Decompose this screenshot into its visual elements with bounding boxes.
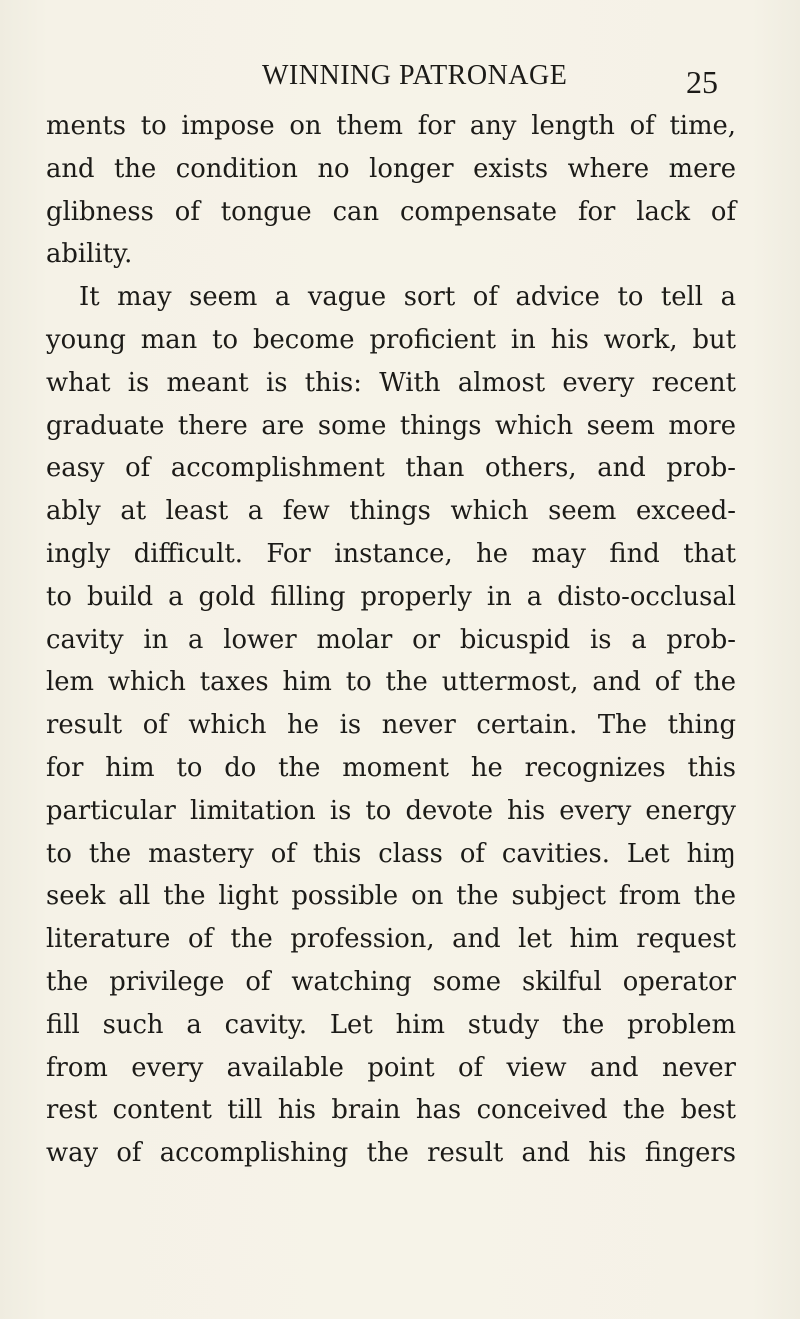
text-line: ably at least a few things which seem exceed-	[46, 496, 736, 527]
running-head	[0, 56, 800, 100]
text-line: and the condition no longer exists where mere	[46, 153, 736, 184]
text-line: to the mastery of this class of cavities. Let hiɱ	[46, 838, 736, 869]
text-line: easy of accomplishment than others, and prob-	[46, 453, 736, 484]
text-line: ability.	[46, 239, 133, 270]
text-line: to build a gold filling properly in a disto-occlusal	[46, 581, 736, 612]
text-line: way of accomplishing the result and his fingers	[46, 1138, 736, 1169]
running-title: WINNING PATRONAGE	[262, 60, 568, 91]
text-line: particular limitation is to devote his every energy	[46, 795, 736, 826]
text-line: seek all the light possible on the subject from the	[46, 881, 736, 912]
text-line: the privilege of watching some skilful operator	[46, 966, 736, 997]
body-text	[46, 105, 736, 1175]
text-line: what is meant is this: With almost every recent	[46, 367, 736, 398]
text-line: for him to do the moment he recognizes this	[46, 752, 736, 783]
text-line: ingly difficult. For instance, he may find that	[46, 538, 736, 569]
text-line: It may seem a vague sort of advice to tell a	[79, 282, 736, 313]
text-line: literature of the profession, and let him request	[46, 924, 736, 955]
text-line: cavity in a lower molar or bicuspid is a prob-	[46, 624, 736, 655]
text-line: graduate there are some things which seem more	[46, 410, 736, 441]
page-number: 25	[686, 64, 718, 100]
text-line: from every available point of view and never	[46, 1052, 736, 1083]
text-line: glibness of tongue can compensate for lack of	[46, 196, 736, 227]
text-line: young man to become proficient in his work, but	[46, 324, 736, 355]
text-line: result of which he is never certain. The thing	[46, 710, 736, 741]
text-line: rest content till his brain has conceived the best	[46, 1095, 736, 1126]
text-line: ments to impose on them for any length of time,	[46, 111, 736, 141]
text-line: lem which taxes him to the uttermost, and of the	[46, 667, 736, 698]
text-line: fill such a cavity. Let him study the problem	[46, 1009, 736, 1040]
